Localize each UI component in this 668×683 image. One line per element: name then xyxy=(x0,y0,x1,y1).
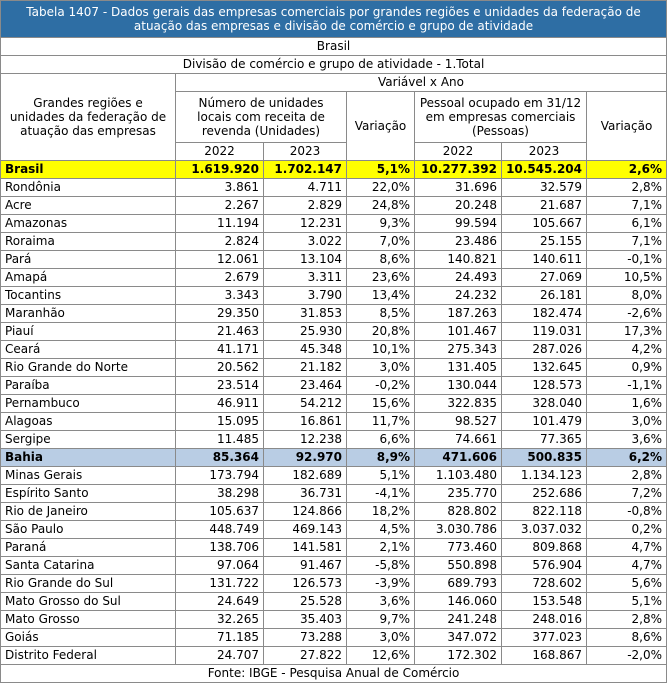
staff-2023-cell: 26.181 xyxy=(502,287,587,305)
table-row xyxy=(1,377,667,395)
staff-2022-cell: 347.072 xyxy=(415,629,502,647)
staff-2022-cell: 24.493 xyxy=(415,269,502,287)
staff-variation-cell: 2,8% xyxy=(587,467,667,485)
staff-2022-cell: 24.232 xyxy=(415,287,502,305)
units-variation-cell: 24,8% xyxy=(347,197,415,215)
units-2022-cell: 32.265 xyxy=(176,611,264,629)
units-2022-cell: 71.185 xyxy=(176,629,264,647)
staff-2022-cell: 3.030.786 xyxy=(415,521,502,539)
units-2023-cell: 3.311 xyxy=(264,269,347,287)
staff-variation-cell: 6,1% xyxy=(587,215,667,233)
staff-2022-cell: 74.661 xyxy=(415,431,502,449)
staff-2023-cell: 182.474 xyxy=(502,305,587,323)
staff-2022-cell: 20.248 xyxy=(415,197,502,215)
units-2023-cell: 469.143 xyxy=(264,521,347,539)
staff-variation-cell: 0,9% xyxy=(587,359,667,377)
units-year-2023: 2023 xyxy=(264,143,347,161)
row-name: Distrito Federal xyxy=(1,647,176,665)
table-row xyxy=(1,431,667,449)
units-variation-cell: -3,9% xyxy=(347,575,415,593)
units-2023-cell: 54.212 xyxy=(264,395,347,413)
table-row xyxy=(1,611,667,629)
staff-2022-cell: 322.835 xyxy=(415,395,502,413)
staff-2022-cell: 140.821 xyxy=(415,251,502,269)
table-row xyxy=(1,323,667,341)
units-2022-cell: 24.707 xyxy=(176,647,264,665)
units-variation-cell: 6,6% xyxy=(347,431,415,449)
staff-2023-cell: 77.365 xyxy=(502,431,587,449)
staff-2022-cell: 23.486 xyxy=(415,233,502,251)
units-2022-cell: 105.637 xyxy=(176,503,264,521)
staff-2023-cell: 809.868 xyxy=(502,539,587,557)
units-2023-cell: 126.573 xyxy=(264,575,347,593)
table-row xyxy=(1,593,667,611)
col-staff-header: Pessoal ocupado em 31/12 em empresas comerciais (Pessoas) xyxy=(415,92,587,143)
table-row xyxy=(1,161,667,179)
units-variation-cell: 7,0% xyxy=(347,233,415,251)
staff-2023-cell: 252.686 xyxy=(502,485,587,503)
staff-variation-cell: 7,2% xyxy=(587,485,667,503)
units-2022-cell: 173.794 xyxy=(176,467,264,485)
staff-2023-cell: 101.479 xyxy=(502,413,587,431)
units-2022-cell: 41.171 xyxy=(176,341,264,359)
units-2022-cell: 1.619.920 xyxy=(176,161,264,179)
units-2023-cell: 124.866 xyxy=(264,503,347,521)
staff-2023-cell: 140.611 xyxy=(502,251,587,269)
units-2023-cell: 31.853 xyxy=(264,305,347,323)
row-name: Roraima xyxy=(1,233,176,251)
units-2022-cell: 38.298 xyxy=(176,485,264,503)
staff-2023-cell: 105.667 xyxy=(502,215,587,233)
row-name: Rio Grande do Norte xyxy=(1,359,176,377)
staff-variation-cell: 2,8% xyxy=(587,611,667,629)
units-2022-cell: 21.463 xyxy=(176,323,264,341)
staff-2023-cell: 21.687 xyxy=(502,197,587,215)
table-row xyxy=(1,449,667,467)
units-2023-cell: 1.702.147 xyxy=(264,161,347,179)
staff-2023-cell: 27.069 xyxy=(502,269,587,287)
staff-2022-cell: 101.467 xyxy=(415,323,502,341)
units-variation-cell: 18,2% xyxy=(347,503,415,521)
staff-2022-cell: 98.527 xyxy=(415,413,502,431)
units-variation-cell: 11,7% xyxy=(347,413,415,431)
row-name: Pernambuco xyxy=(1,395,176,413)
units-2022-cell: 46.911 xyxy=(176,395,264,413)
staff-2023-cell: 153.548 xyxy=(502,593,587,611)
units-2022-cell: 448.749 xyxy=(176,521,264,539)
staff-2022-cell: 275.343 xyxy=(415,341,502,359)
staff-variation-cell: -0,1% xyxy=(587,251,667,269)
units-2023-cell: 35.403 xyxy=(264,611,347,629)
staff-2022-cell: 99.594 xyxy=(415,215,502,233)
units-variation-cell: 8,5% xyxy=(347,305,415,323)
staff-2022-cell: 550.898 xyxy=(415,557,502,575)
col-units-header: Número de unidades locais com receita de revenda (Unidades) xyxy=(176,92,347,143)
units-variation-cell: 8,6% xyxy=(347,251,415,269)
division-label: Divisão de comércio e grupo de atividade - 1.Total xyxy=(1,56,667,74)
staff-2023-cell: 25.155 xyxy=(502,233,587,251)
units-variation-cell: 2,1% xyxy=(347,539,415,557)
staff-2022-cell: 828.802 xyxy=(415,503,502,521)
units-variation-cell: 8,9% xyxy=(347,449,415,467)
staff-variation-cell: 17,3% xyxy=(587,323,667,341)
row-name: Acre xyxy=(1,197,176,215)
row-name: Amazonas xyxy=(1,215,176,233)
units-year-2022: 2022 xyxy=(176,143,264,161)
table-row xyxy=(1,557,667,575)
units-2022-cell: 20.562 xyxy=(176,359,264,377)
table-row xyxy=(1,287,667,305)
units-2022-cell: 2.824 xyxy=(176,233,264,251)
units-2022-cell: 2.679 xyxy=(176,269,264,287)
row-name: Sergipe xyxy=(1,431,176,449)
staff-2022-cell: 241.248 xyxy=(415,611,502,629)
staff-variation-cell: 3,6% xyxy=(587,431,667,449)
units-2023-cell: 2.829 xyxy=(264,197,347,215)
staff-variation-cell: 1,6% xyxy=(587,395,667,413)
row-name: Maranhão xyxy=(1,305,176,323)
units-2023-cell: 45.348 xyxy=(264,341,347,359)
staff-2023-cell: 500.835 xyxy=(502,449,587,467)
units-variation-cell: 4,5% xyxy=(347,521,415,539)
table-row xyxy=(1,197,667,215)
col-staff-variation-header: Variação xyxy=(587,92,667,161)
staff-variation-cell: -2,0% xyxy=(587,647,667,665)
units-2023-cell: 21.182 xyxy=(264,359,347,377)
staff-2023-cell: 728.602 xyxy=(502,575,587,593)
units-variation-cell: -5,8% xyxy=(347,557,415,575)
row-name: Minas Gerais xyxy=(1,467,176,485)
table-footer: Fonte: IBGE - Pesquisa Anual de Comércio xyxy=(1,665,667,683)
table-row xyxy=(1,395,667,413)
staff-variation-cell: 7,1% xyxy=(587,233,667,251)
units-2023-cell: 25.528 xyxy=(264,593,347,611)
units-2022-cell: 11.194 xyxy=(176,215,264,233)
table-row xyxy=(1,413,667,431)
units-2023-cell: 141.581 xyxy=(264,539,347,557)
table-row xyxy=(1,179,667,197)
units-2023-cell: 12.238 xyxy=(264,431,347,449)
row-name: Santa Catarina xyxy=(1,557,176,575)
staff-variation-cell: 5,6% xyxy=(587,575,667,593)
units-2022-cell: 15.095 xyxy=(176,413,264,431)
staff-2023-cell: 119.031 xyxy=(502,323,587,341)
row-name: Mato Grosso do Sul xyxy=(1,593,176,611)
staff-year-2022: 2022 xyxy=(415,143,502,161)
units-2022-cell: 131.722 xyxy=(176,575,264,593)
table-row xyxy=(1,305,667,323)
units-2023-cell: 25.930 xyxy=(264,323,347,341)
units-2023-cell: 36.731 xyxy=(264,485,347,503)
staff-variation-cell: 3,0% xyxy=(587,413,667,431)
units-variation-cell: 20,8% xyxy=(347,323,415,341)
staff-2023-cell: 328.040 xyxy=(502,395,587,413)
table-row xyxy=(1,341,667,359)
units-variation-cell: 15,6% xyxy=(347,395,415,413)
units-2022-cell: 3.861 xyxy=(176,179,264,197)
staff-variation-cell: 10,5% xyxy=(587,269,667,287)
units-variation-cell: 22,0% xyxy=(347,179,415,197)
units-2022-cell: 23.514 xyxy=(176,377,264,395)
units-2023-cell: 16.861 xyxy=(264,413,347,431)
units-variation-cell: 3,6% xyxy=(347,593,415,611)
units-2022-cell: 85.364 xyxy=(176,449,264,467)
staff-variation-cell: 4,2% xyxy=(587,341,667,359)
region-label: Brasil xyxy=(1,38,667,56)
staff-year-2023: 2023 xyxy=(502,143,587,161)
units-2023-cell: 4.711 xyxy=(264,179,347,197)
units-2023-cell: 23.464 xyxy=(264,377,347,395)
table-row xyxy=(1,647,667,665)
staff-2022-cell: 471.606 xyxy=(415,449,502,467)
staff-2022-cell: 187.263 xyxy=(415,305,502,323)
staff-2022-cell: 10.277.392 xyxy=(415,161,502,179)
units-variation-cell: 3,0% xyxy=(347,629,415,647)
units-2022-cell: 29.350 xyxy=(176,305,264,323)
row-name: Amapá xyxy=(1,269,176,287)
table-row xyxy=(1,629,667,647)
units-2023-cell: 182.689 xyxy=(264,467,347,485)
staff-2023-cell: 287.026 xyxy=(502,341,587,359)
table-row xyxy=(1,539,667,557)
row-header: Grandes regiões e unidades da federação de atuação das empresas xyxy=(1,74,176,161)
row-name: Rio Grande do Sul xyxy=(1,575,176,593)
units-variation-cell: -0,2% xyxy=(347,377,415,395)
staff-2023-cell: 132.645 xyxy=(502,359,587,377)
units-variation-cell: -4,1% xyxy=(347,485,415,503)
table-title: Tabela 1407 - Dados gerais das empresas comerciais por grandes regiões e unidades da federação de atuação das empresas e divisão de comércio e grupo de atividade xyxy=(1,1,667,38)
row-name: São Paulo xyxy=(1,521,176,539)
staff-variation-cell: 8,0% xyxy=(587,287,667,305)
units-variation-cell: 10,1% xyxy=(347,341,415,359)
staff-2023-cell: 1.134.123 xyxy=(502,467,587,485)
units-2023-cell: 91.467 xyxy=(264,557,347,575)
units-2022-cell: 24.649 xyxy=(176,593,264,611)
staff-variation-cell: 4,7% xyxy=(587,557,667,575)
units-variation-cell: 13,4% xyxy=(347,287,415,305)
staff-variation-cell: 2,8% xyxy=(587,179,667,197)
staff-2023-cell: 168.867 xyxy=(502,647,587,665)
units-2023-cell: 3.790 xyxy=(264,287,347,305)
units-2023-cell: 92.970 xyxy=(264,449,347,467)
staff-2022-cell: 172.302 xyxy=(415,647,502,665)
staff-2023-cell: 576.904 xyxy=(502,557,587,575)
staff-2022-cell: 146.060 xyxy=(415,593,502,611)
units-2023-cell: 3.022 xyxy=(264,233,347,251)
table-row xyxy=(1,485,667,503)
units-2022-cell: 11.485 xyxy=(176,431,264,449)
table-row xyxy=(1,251,667,269)
units-variation-cell: 5,1% xyxy=(347,467,415,485)
table-row xyxy=(1,575,667,593)
units-2022-cell: 3.343 xyxy=(176,287,264,305)
row-name: Ceará xyxy=(1,341,176,359)
row-name: Brasil xyxy=(1,161,176,179)
row-name: Pará xyxy=(1,251,176,269)
table-row xyxy=(1,503,667,521)
row-name: Tocantins xyxy=(1,287,176,305)
staff-2023-cell: 128.573 xyxy=(502,377,587,395)
staff-2023-cell: 248.016 xyxy=(502,611,587,629)
table-row xyxy=(1,521,667,539)
staff-2023-cell: 377.023 xyxy=(502,629,587,647)
units-2022-cell: 97.064 xyxy=(176,557,264,575)
table-row xyxy=(1,467,667,485)
units-2022-cell: 138.706 xyxy=(176,539,264,557)
staff-variation-cell: 7,1% xyxy=(587,197,667,215)
row-name: Rio de Janeiro xyxy=(1,503,176,521)
row-name: Bahia xyxy=(1,449,176,467)
table-row xyxy=(1,269,667,287)
row-name: Paraná xyxy=(1,539,176,557)
table-row xyxy=(1,359,667,377)
staff-2022-cell: 235.770 xyxy=(415,485,502,503)
staff-2022-cell: 689.793 xyxy=(415,575,502,593)
staff-2022-cell: 1.103.480 xyxy=(415,467,502,485)
staff-variation-cell: 6,2% xyxy=(587,449,667,467)
row-name: Alagoas xyxy=(1,413,176,431)
staff-2022-cell: 31.696 xyxy=(415,179,502,197)
units-2023-cell: 27.822 xyxy=(264,647,347,665)
row-name: Rondônia xyxy=(1,179,176,197)
staff-variation-cell: -2,6% xyxy=(587,305,667,323)
units-2022-cell: 12.061 xyxy=(176,251,264,269)
units-2023-cell: 73.288 xyxy=(264,629,347,647)
variable-label: Variável x Ano xyxy=(176,74,667,92)
row-name: Piauí xyxy=(1,323,176,341)
units-2022-cell: 2.267 xyxy=(176,197,264,215)
row-name: Paraíba xyxy=(1,377,176,395)
staff-2023-cell: 822.118 xyxy=(502,503,587,521)
staff-2023-cell: 32.579 xyxy=(502,179,587,197)
staff-2022-cell: 773.460 xyxy=(415,539,502,557)
staff-variation-cell: 5,1% xyxy=(587,593,667,611)
staff-variation-cell: -0,8% xyxy=(587,503,667,521)
row-name: Goiás xyxy=(1,629,176,647)
units-variation-cell: 3,0% xyxy=(347,359,415,377)
units-variation-cell: 9,3% xyxy=(347,215,415,233)
units-variation-cell: 5,1% xyxy=(347,161,415,179)
col-units-variation-header: Variação xyxy=(347,92,415,161)
units-variation-cell: 23,6% xyxy=(347,269,415,287)
staff-2023-cell: 3.037.032 xyxy=(502,521,587,539)
units-variation-cell: 9,7% xyxy=(347,611,415,629)
table-row xyxy=(1,233,667,251)
staff-variation-cell: -1,1% xyxy=(587,377,667,395)
staff-variation-cell: 4,7% xyxy=(587,539,667,557)
staff-variation-cell: 0,2% xyxy=(587,521,667,539)
units-variation-cell: 12,6% xyxy=(347,647,415,665)
staff-2022-cell: 131.405 xyxy=(415,359,502,377)
units-2023-cell: 13.104 xyxy=(264,251,347,269)
staff-2022-cell: 130.044 xyxy=(415,377,502,395)
staff-variation-cell: 8,6% xyxy=(587,629,667,647)
staff-variation-cell: 2,6% xyxy=(587,161,667,179)
staff-2023-cell: 10.545.204 xyxy=(502,161,587,179)
row-name: Espírito Santo xyxy=(1,485,176,503)
row-name: Mato Grosso xyxy=(1,611,176,629)
table-row xyxy=(1,215,667,233)
units-2023-cell: 12.231 xyxy=(264,215,347,233)
